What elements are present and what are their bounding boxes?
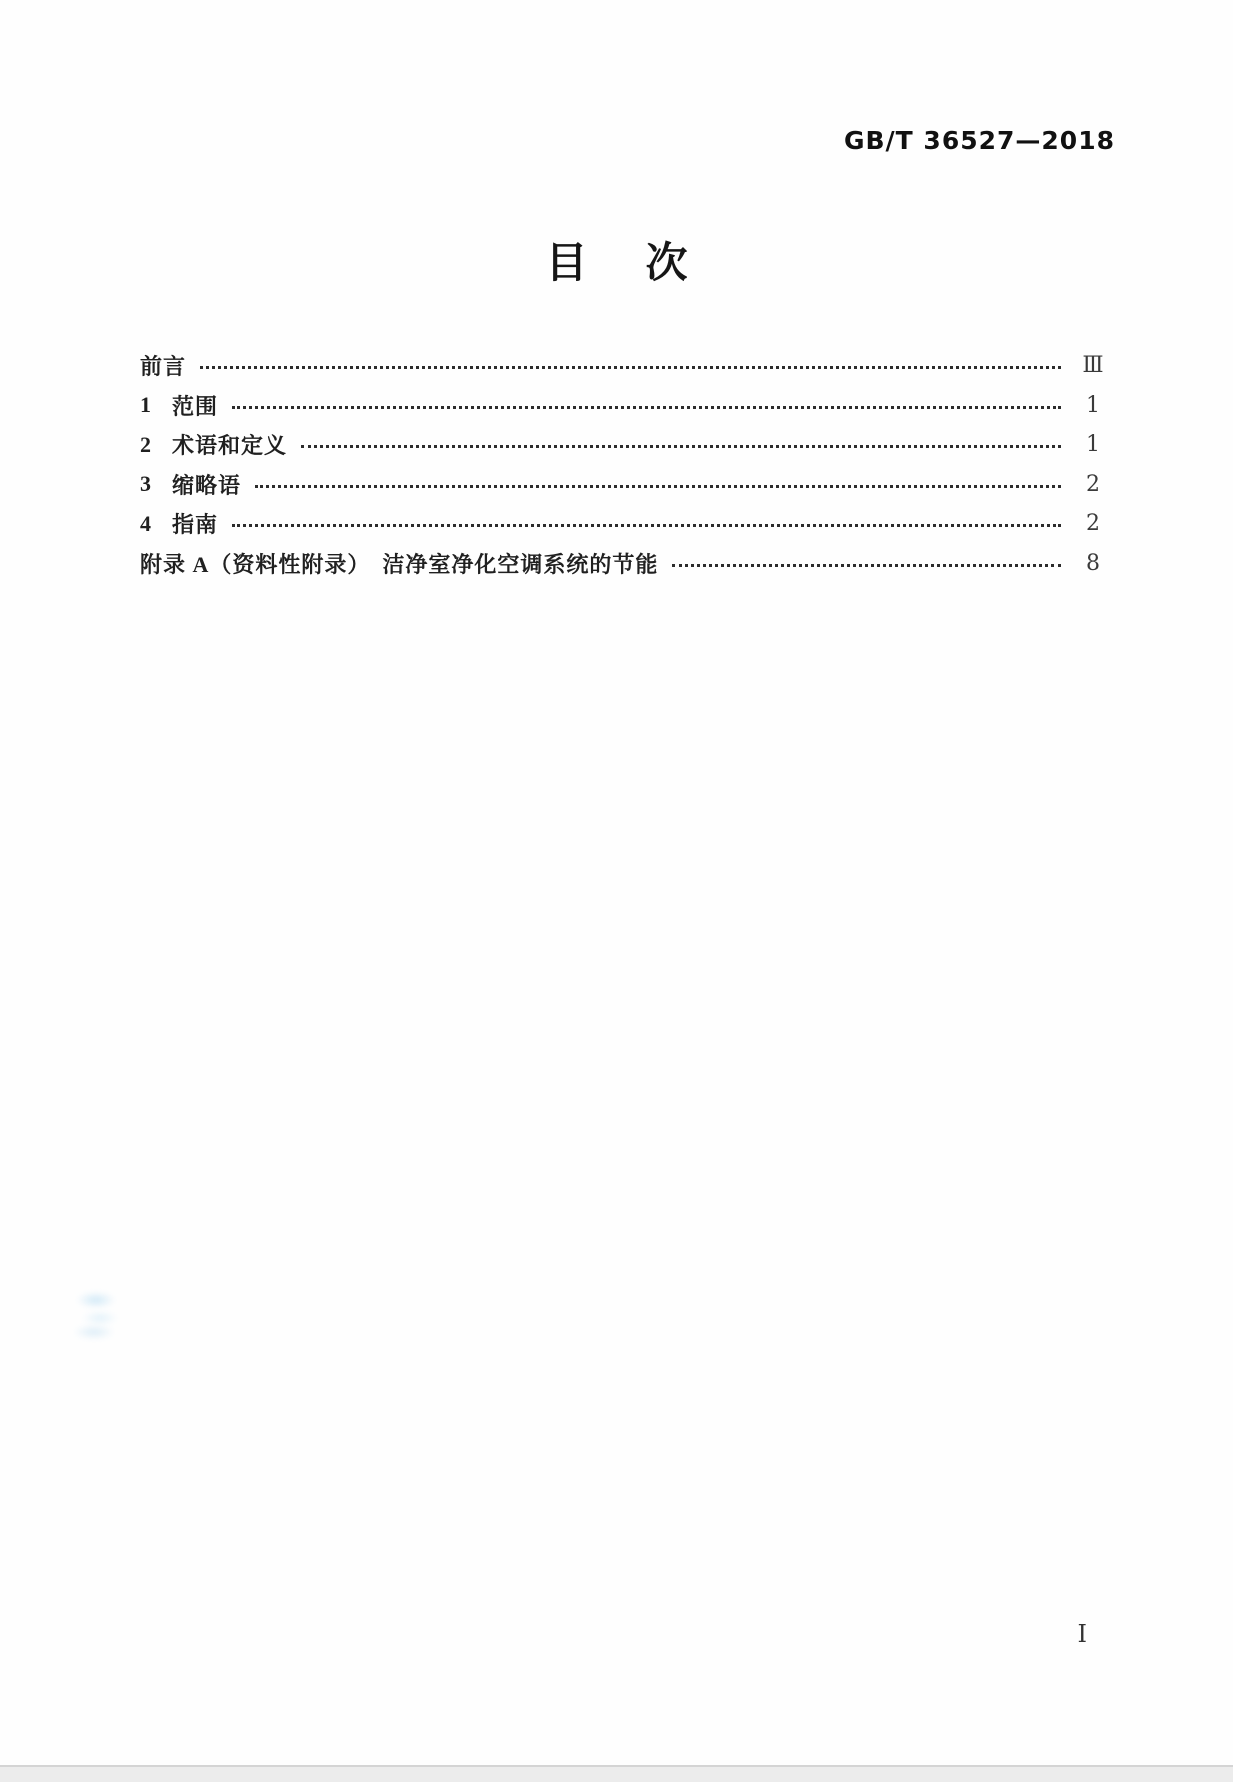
toc-entry [140, 544, 1113, 584]
toc-entry [140, 386, 1113, 426]
toc-entry-page: 2 [1086, 471, 1100, 497]
toc-entry-label: 缩略语 [172, 472, 242, 498]
scan-edge [0, 1765, 1233, 1782]
toc-entry-page: Ⅲ [1082, 353, 1104, 379]
page-title [0, 238, 1233, 287]
standard-number: GB/T 36527—2018 [843, 126, 1115, 155]
dot-leader [301, 445, 1061, 448]
toc-entry [140, 425, 1113, 465]
dot-leader [672, 564, 1061, 567]
dot-leader [255, 485, 1061, 488]
toc-entry [140, 504, 1113, 544]
toc-entry-page: 2 [1086, 511, 1100, 537]
toc-entry-page: 1 [1086, 392, 1100, 418]
page-title-char: 目 [545, 238, 588, 287]
toc-entry-label: 术语和定义 [172, 433, 288, 459]
toc [140, 346, 1113, 583]
toc-entry-label: 前言 [140, 354, 187, 380]
page-title-char: 次 [645, 238, 688, 287]
toc-entry-label: 附录 A（资料性附录） 洁净室净化空调系统的节能 [140, 551, 659, 577]
toc-entry [140, 346, 1113, 386]
scan-artifact-smudge [66, 1286, 128, 1342]
dot-leader [200, 366, 1061, 369]
dot-leader [232, 524, 1061, 527]
toc-entry-label: 范围 [172, 393, 219, 419]
toc-entry-page: 1 [1086, 432, 1100, 458]
toc-entry-number: 4 [140, 510, 151, 536]
toc-entry-number: 3 [140, 471, 151, 497]
dot-leader [232, 406, 1061, 409]
toc-entry-number: 1 [140, 392, 151, 418]
toc-entry-page: 8 [1086, 550, 1100, 576]
toc-entry-number: 2 [140, 431, 151, 457]
toc-entry [140, 465, 1113, 505]
toc-entry-label: 指南 [172, 512, 219, 538]
page-number: Ⅰ [1077, 1620, 1087, 1648]
